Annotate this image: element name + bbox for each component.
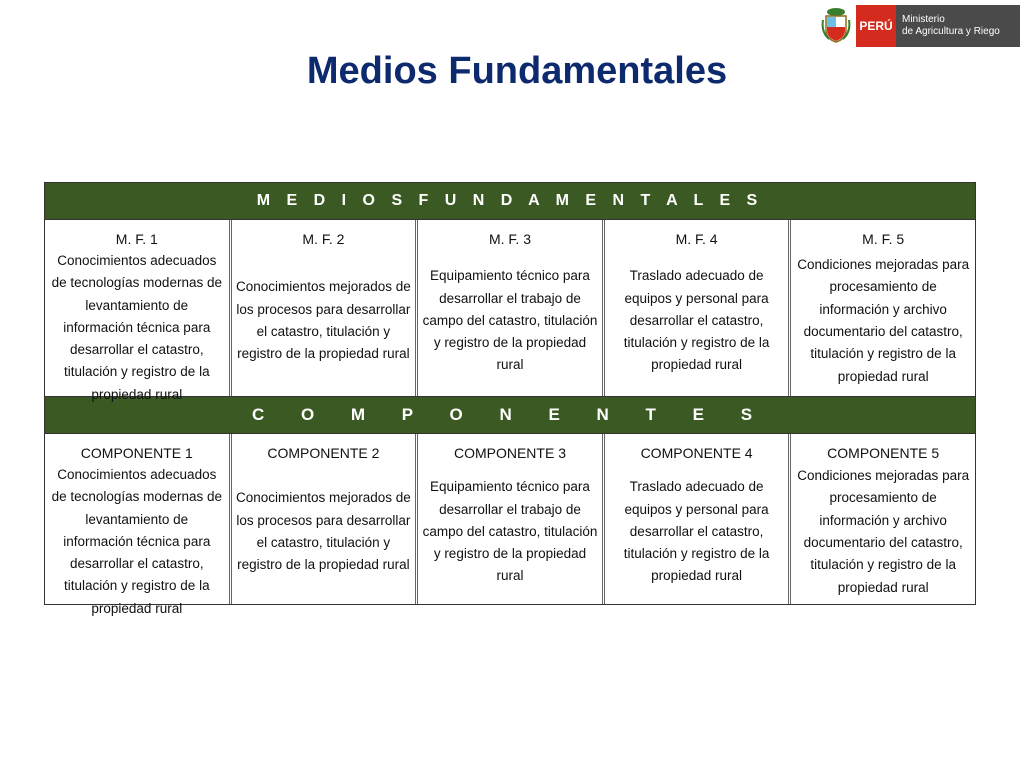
peru-badge: PERÚ: [856, 5, 896, 47]
medio-label: M. F. 4: [675, 231, 718, 247]
medio-cell-3: [418, 220, 605, 396]
componente-label: COMPONENTE 3: [453, 445, 566, 461]
componente-text: Equipamiento técnico para desarrollar el trabajo de campo del catastro, titulación y registro de la propiedad rural: [422, 479, 598, 584]
medio-cell-5: [791, 220, 975, 396]
componente-label: COMPONENTE 5: [827, 445, 940, 461]
componente-label: COMPONENTE 2: [267, 445, 380, 461]
medio-cell-1: [45, 220, 232, 402]
medio-label: M. F. 3: [488, 231, 531, 247]
medio-text: Traslado adecuado de equipos y personal para desarrollar el catastro, titulación y registro de la propiedad rural: [623, 268, 770, 373]
medio-text: Equipamiento técnico para desarrollar el trabajo de campo del catastro, titulación y registro de la propiedad rural: [422, 268, 598, 373]
medio-cell-2: [232, 220, 419, 396]
medio-text: Conocimientos adecuados de tecnologías modernas de levantamiento de información técnica para desarrollar el catastro, titulación y registro de la propiedad rural: [51, 253, 222, 402]
componente-cell-2: [232, 434, 419, 604]
componente-cell-4: [605, 434, 792, 604]
componentes-header: C O M P O N E N T E S: [45, 397, 975, 434]
ministry-logo: [820, 5, 1020, 47]
medio-cell-4: [605, 220, 792, 396]
componente-label: COMPONENTE 1: [80, 445, 193, 461]
medios-row: [45, 220, 975, 402]
medio-label: M. F. 5: [862, 231, 905, 247]
medio-label: M. F. 1: [115, 231, 158, 247]
medio-text: Condiciones mejoradas para procesamiento de información y archivo documentario del catastro, titulación y registro de la propiedad rural: [797, 257, 970, 384]
coat-of-arms-icon: [820, 5, 852, 45]
componente-cell-1: [45, 434, 232, 616]
componente-cell-3: [418, 434, 605, 604]
ministry-name: [896, 5, 1020, 47]
componente-text: Condiciones mejoradas para procesamiento de información y archivo documentario del catastro, titulación y registro de la propiedad rural: [797, 468, 970, 595]
medio-text: Conocimientos mejorados de los procesos para desarrollar el catastro, titulación y registro de la propiedad rural: [235, 279, 411, 362]
componente-text: Conocimientos adecuados de tecnologías modernas de levantamiento de información técnica para desarrollar el catastro, titulación y registro de la propiedad rural: [51, 467, 222, 616]
page-title: Medios Fundamentales: [306, 50, 728, 92]
medio-label: M. F. 2: [302, 231, 345, 247]
ministry-line2: de Agricultura y Riego: [902, 26, 1000, 37]
medios-header: M E D I O S F U N D A M E N T A L E S: [45, 183, 975, 220]
componente-label: COMPONENTE 4: [640, 445, 753, 461]
componente-text: Traslado adecuado de equipos y personal para desarrollar el catastro, titulación y registro de la propiedad rural: [623, 479, 770, 584]
componente-cell-5: [791, 434, 975, 604]
componentes-row: [45, 434, 975, 616]
medios-table: [44, 182, 976, 616]
componente-text: Conocimientos mejorados de los procesos para desarrollar el catastro, titulación y registro de la propiedad rural: [235, 490, 411, 573]
ministry-line1: Ministerio: [902, 14, 945, 25]
